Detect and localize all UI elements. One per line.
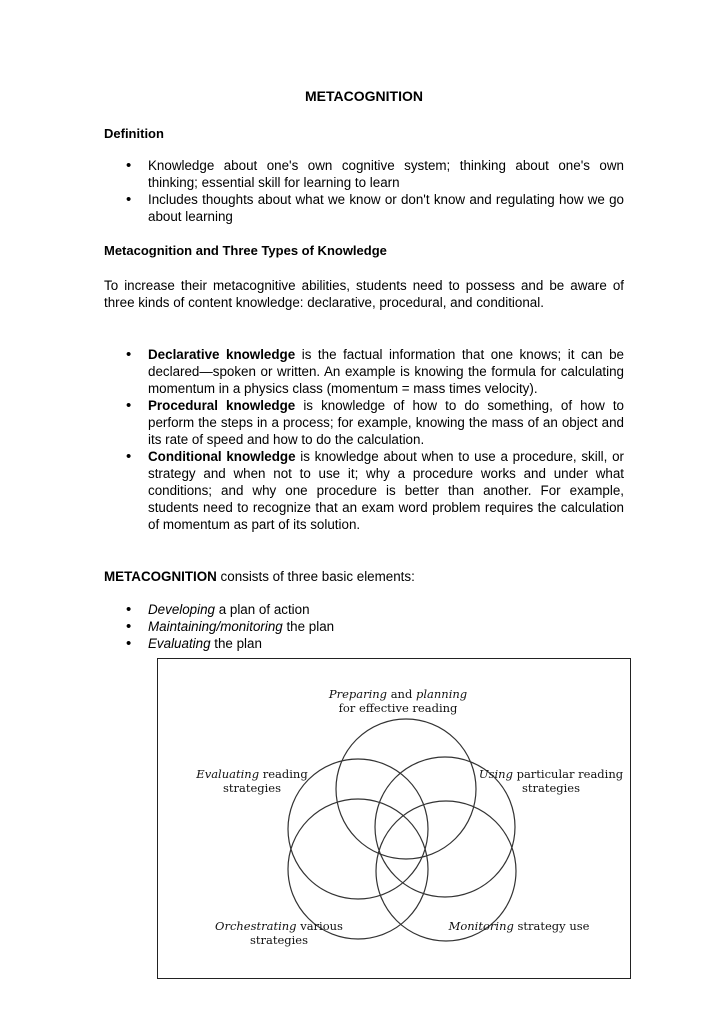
label-monitoring <box>444 919 594 933</box>
elements-lead-bold: METACOGNITION <box>104 569 217 584</box>
element-text: the plan <box>282 619 335 634</box>
label-orchestrating <box>204 919 354 947</box>
element-text: the plan <box>210 636 262 651</box>
elements-lead-rest: consists of three basic elements: <box>216 569 415 584</box>
label-text: and <box>387 687 416 701</box>
term: Conditional knowledge <box>148 449 296 464</box>
term-description: is knowledge of how to do something, of how to perform the steps in a process; for example, knowing the mass of an object and its rate of speed and how to do the calculation. <box>148 398 624 447</box>
list-item: • Includes thoughts about what we know or don't know and regulating how we go about learning <box>104 191 624 225</box>
term-description: is knowledge about when to use a procedure, skill, or strategy and when not to use it; why a procedure works and under what conditions; and why one procedure is better than another. For example, students need to recognize that an exam word problem requires the calculation of momentum as part of its solution. <box>148 449 624 532</box>
element-emphasis: Maintaining/monitoring <box>148 619 283 634</box>
circle-planning <box>336 719 476 859</box>
types-intro: To increase their metacognitive abilities, students need to possess and be aware of three kinds of content knowledge: declarative, procedural, and conditional. <box>104 278 624 310</box>
definition-list <box>104 157 624 225</box>
label-evaluating <box>182 767 322 795</box>
list-item: • Knowledge about one's own cognitive system; thinking about one's own thinking; essential skill for learning to learn <box>104 157 624 191</box>
venn-diagram-figure <box>157 658 631 979</box>
label-text: reading <box>259 767 308 781</box>
label-text: strategies <box>521 781 581 795</box>
list-item <box>104 448 624 533</box>
label-text: strategies <box>249 933 309 947</box>
knowledge-types-list <box>104 346 624 533</box>
types-heading: Metacognition and Three Types of Knowledge <box>104 243 387 258</box>
label-preparing-planning <box>298 687 498 715</box>
list-item <box>104 346 624 397</box>
elements-list <box>104 601 624 652</box>
label-em: Evaluating <box>196 767 260 781</box>
term: Procedural knowledge <box>148 398 296 413</box>
label-em: planning <box>415 687 468 701</box>
term-description: is the factual information that one knows; it can be declared—spoken or written. An example is knowing the formula for calculating momentum in a physics class (momentum = mass times velocity). <box>148 347 624 396</box>
label-text: strategy use <box>513 919 590 933</box>
label-em: Monitoring <box>448 919 514 933</box>
element-text: a plan of action <box>215 602 310 617</box>
term: Declarative knowledge <box>148 347 296 362</box>
element-emphasis: Evaluating <box>148 636 211 651</box>
list-item <box>104 397 624 448</box>
element-emphasis: Developing <box>148 602 215 617</box>
label-using <box>476 767 626 795</box>
label-text: for effective reading <box>338 701 458 715</box>
circle-orchestrating <box>288 799 428 939</box>
list-item <box>104 618 624 635</box>
definition-heading: Definition <box>104 126 164 141</box>
elements-intro <box>104 568 624 585</box>
list-item <box>104 601 624 618</box>
label-em: Using <box>478 767 513 781</box>
page-title: METACOGNITION <box>305 88 423 104</box>
label-em: Orchestrating <box>215 919 297 933</box>
label-em: Preparing <box>328 687 388 701</box>
list-item <box>104 635 624 652</box>
label-text: particular reading <box>512 767 624 781</box>
label-text: various <box>296 919 343 933</box>
label-text: strategies <box>222 781 282 795</box>
